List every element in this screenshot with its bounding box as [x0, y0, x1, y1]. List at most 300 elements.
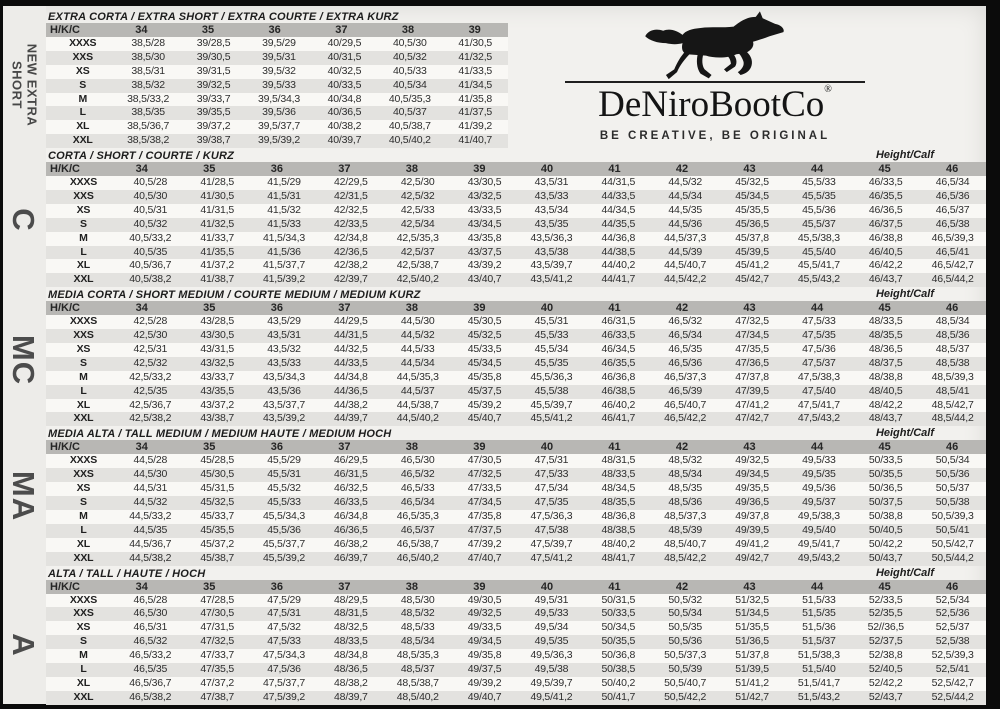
- size-cell: 44,5/32: [133, 496, 168, 509]
- size-cell: 42,5/36,7: [129, 398, 172, 411]
- size-row-xxxs: [46, 454, 986, 468]
- size-column-header: 38: [405, 163, 419, 176]
- size-cell: 43,5/39,2: [263, 412, 305, 425]
- size-cell: 43,5/39,7: [530, 259, 573, 272]
- row-label: XL: [76, 676, 90, 689]
- size-cell: 45,5/40: [802, 245, 836, 258]
- size-cell: 50,5/40,7: [664, 676, 707, 689]
- size-cell: 39,5/33: [262, 78, 296, 91]
- size-cell: 41,5/29: [267, 176, 301, 189]
- size-cell: 49,5/41,2: [530, 690, 573, 703]
- size-column-header: 34: [135, 302, 148, 315]
- size-cell: 44,5/31: [133, 482, 168, 495]
- size-cell: 49,5/33: [802, 454, 836, 467]
- size-column-header: 42: [675, 302, 689, 315]
- size-cell: 44,5/40,7: [664, 259, 707, 272]
- size-cell: 48/34,5: [601, 482, 636, 495]
- size-cell: 47/38,7: [200, 690, 234, 703]
- size-cell: 43/32,5: [467, 190, 502, 203]
- size-cell: 49/42,7: [735, 551, 769, 564]
- size-cell: 45/39,2: [467, 398, 502, 411]
- size-row-xxs: [46, 607, 986, 621]
- size-column-header: 39: [473, 441, 486, 454]
- size-cell: 39,5/36: [262, 106, 296, 119]
- row-label: M: [79, 231, 88, 244]
- size-cell: 52,5/39,3: [931, 649, 974, 662]
- row-label: XXXS: [69, 176, 98, 189]
- size-column-header: 34: [135, 580, 148, 593]
- size-cell: 41/35,5: [200, 245, 234, 258]
- size-cell: 43/30,5: [200, 329, 234, 342]
- size-column-header: 37: [338, 302, 351, 315]
- size-cell: 47,5/33: [534, 468, 569, 481]
- size-cell: 42,5/30: [133, 329, 168, 342]
- size-cell: 49,5/34: [534, 621, 569, 634]
- size-cell: 40,5/32: [393, 50, 427, 63]
- size-cell: 46,5/40,2: [396, 551, 439, 564]
- size-column-header: 37: [338, 580, 351, 593]
- size-cell: 40/39,7: [327, 134, 362, 147]
- size-cell: 48/33,5: [334, 635, 368, 648]
- row-label: XXXS: [69, 454, 98, 467]
- row-label: XXL: [73, 273, 94, 286]
- size-cell: 46,5/34: [400, 496, 435, 509]
- size-cell: 47,5/33: [267, 635, 301, 648]
- size-cell: 46/34,5: [601, 343, 636, 356]
- size-cell: 48,5/37: [400, 662, 435, 675]
- row-label: XL: [76, 398, 90, 411]
- size-cell: 47,5/36,3: [530, 509, 573, 522]
- size-cell: 40,5/33,2: [129, 231, 172, 244]
- size-cell: 43,5/36,3: [530, 231, 573, 244]
- size-column-header: 40: [540, 163, 554, 176]
- size-cell: 52,5/38: [935, 635, 970, 648]
- row-label: S: [80, 356, 87, 369]
- row-label: XL: [76, 259, 90, 272]
- size-cell: 52,5/41: [935, 662, 970, 675]
- size-cell: 45/38,7: [200, 551, 234, 564]
- size-cell: 45,5/43,2: [797, 273, 840, 286]
- brand-name: DeNiroBootCo: [598, 84, 825, 125]
- size-cell: 43/34,5: [467, 217, 502, 230]
- size-cell: 47,5/41,7: [797, 398, 840, 411]
- size-cell: 48,5/40,2: [396, 690, 439, 703]
- size-cell: 46/42,2: [868, 259, 903, 272]
- size-cell: 44/34,5: [601, 203, 636, 216]
- size-column-header: 44: [810, 163, 824, 176]
- size-cell: 41,5/34,3: [263, 231, 305, 244]
- size-cell: 46/31,5: [334, 468, 368, 481]
- size-cell: 50/35,5: [868, 468, 903, 481]
- size-cell: 49/30,5: [467, 593, 502, 606]
- size-cell: 40/29,5: [327, 37, 362, 49]
- size-column-header: 39: [473, 302, 486, 315]
- horse-icon: [631, 10, 799, 86]
- size-cell: 44/32,5: [334, 343, 368, 356]
- size-cell: 45,5/39,2: [263, 551, 305, 564]
- size-cell: 51/39,5: [735, 662, 769, 675]
- size-cell: 48,5/41: [935, 384, 970, 397]
- size-cell: 44,5/30: [133, 468, 168, 481]
- size-row-xs: [46, 204, 986, 218]
- size-cell: 43/37,2: [200, 398, 234, 411]
- size-column-header: 38: [405, 302, 419, 315]
- size-cell: 47/31,5: [200, 621, 234, 634]
- size-cell: 48,5/36: [935, 329, 970, 342]
- size-cell: 43/33,7: [200, 370, 234, 383]
- size-cell: 49,5/36: [802, 482, 836, 495]
- size-column-header: 46: [946, 441, 959, 454]
- size-row-xxs: [46, 190, 986, 204]
- size-cell: 40/38,2: [327, 120, 362, 133]
- size-row-xxl: [46, 552, 986, 566]
- size-cell: 41,5/36: [267, 245, 301, 258]
- size-cell: 47,5/34: [534, 482, 569, 495]
- column-header-row: [46, 580, 986, 594]
- row-label: M: [79, 509, 88, 522]
- size-cell: 43,5/38: [534, 245, 569, 258]
- size-cell: 49/37,5: [467, 662, 502, 675]
- sidebar-label-line: SHORT: [10, 61, 25, 109]
- logo-divider: [565, 81, 865, 83]
- row-label: XS: [76, 621, 91, 634]
- size-cell: 42,5/33: [400, 203, 435, 216]
- size-cell: 43/40,7: [467, 273, 502, 286]
- size-cell: 46/35,5: [601, 356, 636, 369]
- size-cell: 41,5/31: [267, 190, 301, 203]
- size-cell: 44/33,5: [334, 356, 368, 369]
- size-cell: 40,5/28: [133, 176, 168, 189]
- size-column-header: 37: [338, 441, 351, 454]
- size-cell: 42,5/35: [133, 384, 168, 397]
- size-cell: 44/39,7: [334, 412, 368, 425]
- size-cell: 47,5/36: [267, 662, 301, 675]
- size-cell: 41/33,7: [200, 231, 234, 244]
- size-cell: 51/34,5: [735, 607, 769, 620]
- size-cell: 47,5/31: [534, 454, 569, 467]
- size-column-header: 34: [135, 24, 148, 36]
- size-cell: 47,5/40: [802, 384, 836, 397]
- section-title-row: [46, 148, 986, 162]
- size-cell: 44,5/38,2: [129, 551, 172, 564]
- size-column-header: 39: [468, 24, 481, 36]
- sidebar-label-ma: MA: [6, 470, 41, 522]
- size-cell: 44/41,7: [601, 273, 636, 286]
- size-cell: 50,5/42,2: [664, 690, 707, 703]
- size-cell: 48,5/34: [668, 468, 702, 481]
- size-cell: 40,5/33: [393, 64, 427, 77]
- size-cell: 48,5/38: [935, 356, 970, 369]
- size-column-header: 34: [135, 441, 148, 454]
- size-cell: 50,5/34: [935, 454, 970, 467]
- section-corta: [46, 148, 986, 287]
- size-row-s: [46, 218, 986, 232]
- size-cell: 48/39,7: [334, 690, 368, 703]
- size-cell: 45,5/39,7: [530, 398, 573, 411]
- size-cell: 48/36,5: [868, 343, 903, 356]
- size-cell: 47/35,8: [467, 509, 502, 522]
- size-cell: 51,5/33: [802, 593, 836, 606]
- size-cell: 48,5/33: [400, 621, 435, 634]
- size-cell: 48,5/34: [400, 635, 435, 648]
- size-cell: 48/40,2: [601, 537, 636, 550]
- size-cell: 40,5/36,7: [129, 259, 172, 272]
- size-cell: 43,5/31: [534, 176, 569, 189]
- size-cell: 41/37,5: [458, 106, 493, 119]
- size-column-header: 40: [540, 302, 554, 315]
- size-cell: 46/36,5: [868, 203, 903, 216]
- size-row-xxs: [46, 51, 508, 65]
- size-row-s: [46, 357, 986, 371]
- size-cell: 46,5/36: [668, 356, 702, 369]
- size-column-header: 36: [270, 163, 283, 176]
- size-row-l: [46, 663, 986, 677]
- size-cell: 41/34,5: [458, 78, 493, 91]
- size-cell: 41,5/32: [267, 203, 301, 216]
- size-cell: 51,5/38,3: [797, 649, 840, 662]
- size-cell: 52,5/34: [935, 593, 970, 606]
- size-cell: 47/30,5: [200, 607, 234, 620]
- size-cell: 45,5/34: [534, 343, 569, 356]
- size-cell: 47,5/38,3: [797, 370, 840, 383]
- size-cell: 48,5/35,3: [396, 649, 439, 662]
- size-cell: 46,5/37,3: [664, 370, 707, 383]
- size-cell: 48,5/30: [400, 593, 435, 606]
- size-cell: 46/34,8: [334, 509, 368, 522]
- size-cell: 45,5/37,7: [263, 537, 305, 550]
- size-cell: 50,5/37,3: [664, 649, 707, 662]
- size-cell: 47/33,7: [200, 649, 234, 662]
- size-column-header: 36: [270, 302, 283, 315]
- size-column-header: 41: [608, 441, 621, 454]
- size-cell: 48/41,7: [601, 551, 636, 564]
- size-cell: 48/42,2: [868, 398, 903, 411]
- size-cell: 52/43,7: [868, 690, 903, 703]
- size-cell: 48/38,5: [601, 523, 636, 536]
- size-cell: 47/34,5: [735, 329, 769, 342]
- size-cell: 52//36,5: [867, 621, 904, 634]
- size-cell: 48,5/39,3: [931, 370, 974, 383]
- size-cell: 39,5/29: [262, 37, 296, 49]
- size-cell: 45/35,8: [467, 370, 502, 383]
- size-cell: 48,5/42,7: [931, 398, 974, 411]
- size-cell: 49/33,5: [467, 621, 502, 634]
- row-label: S: [79, 78, 87, 91]
- size-cell: 45,5/36,3: [530, 370, 573, 383]
- size-cell: 51/41,2: [735, 676, 769, 689]
- size-cell: 43/39,2: [467, 259, 502, 272]
- size-cell: 42,5/34: [400, 217, 435, 230]
- size-cell: 44,5/35: [133, 523, 168, 536]
- size-cell: 51,5/40: [802, 662, 836, 675]
- size-cell: 45,5/38: [534, 384, 569, 397]
- size-cell: 45,5/41,2: [530, 412, 573, 425]
- size-column-header: 43: [743, 441, 756, 454]
- size-cell: 46,5/30: [400, 454, 435, 467]
- size-cell: 47/40,7: [467, 551, 502, 564]
- size-cell: 48/37,5: [868, 356, 903, 369]
- size-row-xl: [46, 399, 986, 413]
- size-cell: 41,5/37,7: [263, 259, 305, 272]
- size-cell: 47/37,2: [200, 676, 234, 689]
- size-cell: 50/33,5: [868, 454, 903, 467]
- row-header-label: H/K/C: [50, 163, 80, 176]
- size-cell: 44/40,2: [601, 259, 636, 272]
- size-cell: 38,5/30: [131, 50, 165, 63]
- size-cell: 47/34,5: [467, 496, 502, 509]
- size-cell: 39,5/32: [262, 64, 296, 77]
- size-cell: 38,5/33,2: [127, 92, 170, 105]
- size-cell: 47,5/43,2: [797, 412, 840, 425]
- size-cell: 44,5/38,7: [396, 398, 439, 411]
- size-cell: 51,5/43,2: [797, 690, 840, 703]
- size-cell: 44,5/35: [668, 203, 702, 216]
- size-cell: 44/36,5: [334, 384, 368, 397]
- size-column-header: 43: [743, 163, 756, 176]
- size-cell: 50,5/38: [935, 496, 970, 509]
- size-cell: 45/34,5: [735, 190, 769, 203]
- paper-sheet: [3, 6, 986, 704]
- size-cell: 43,5/36: [267, 384, 301, 397]
- sidebar-label-line: NEW EXTRA: [24, 43, 40, 127]
- size-row-xl: [46, 677, 986, 691]
- size-cell: 46,5/32: [668, 315, 702, 328]
- column-header-row: [46, 440, 986, 454]
- size-cell: 48,5/40,7: [664, 537, 707, 550]
- size-cell: 43,5/33: [534, 190, 569, 203]
- size-cell: 44/38,5: [601, 245, 636, 258]
- size-cell: 46/39,7: [334, 551, 368, 564]
- size-cell: 45,5/35: [534, 356, 569, 369]
- size-cell: 44,5/39: [668, 245, 702, 258]
- size-cell: 46/31,5: [601, 315, 636, 328]
- size-cell: 43/30,5: [467, 176, 502, 189]
- size-cell: 40,5/40,2: [388, 134, 431, 147]
- size-cell: 49/34,5: [467, 635, 502, 648]
- size-cell: 50,5/44,2: [931, 551, 974, 564]
- row-header-label: H/K/C: [50, 302, 80, 315]
- row-label: XXS: [73, 607, 94, 620]
- size-cell: 42/36,5: [334, 245, 368, 258]
- size-cell: 46/37,5: [868, 217, 903, 230]
- row-label: L: [80, 662, 87, 675]
- size-row-m: [46, 371, 986, 385]
- registered-mark: ®: [824, 84, 832, 95]
- size-cell: 50,5/36: [935, 468, 970, 481]
- size-cell: 45,5/34,3: [263, 509, 305, 522]
- size-cell: 47,5/39,2: [263, 690, 305, 703]
- size-cell: 48/38,8: [868, 370, 903, 383]
- row-header-label: H/K/C: [50, 580, 80, 593]
- size-cell: 49,5/39,7: [530, 676, 573, 689]
- row-header-label: H/K/C: [50, 24, 80, 36]
- size-cell: 52/37,5: [868, 635, 903, 648]
- size-cell: 46,5/36: [935, 190, 970, 203]
- size-cell: 48,5/42,2: [664, 551, 707, 564]
- size-cell: 50/40,5: [868, 523, 903, 536]
- size-cell: 48/34,8: [334, 649, 368, 662]
- size-column-header: 41: [608, 163, 621, 176]
- size-cell: 44,5/34: [668, 190, 702, 203]
- section-title: MEDIA CORTA / SHORT MEDIUM / COURTE MEDIUM / MEDIUM KURZ: [48, 289, 421, 302]
- brand-wordmark: [555, 85, 875, 126]
- size-cell: 49,5/43,2: [797, 551, 840, 564]
- size-cell: 48/29,5: [334, 593, 368, 606]
- brand-logo: [555, 10, 875, 142]
- size-cell: 49,5/33: [534, 607, 569, 620]
- size-row-s: [46, 79, 508, 93]
- size-cell: 47/32,5: [200, 635, 234, 648]
- size-row-xxl: [46, 273, 986, 287]
- column-header-row: [46, 301, 986, 315]
- size-cell: 40,5/34: [393, 78, 427, 91]
- size-cell: 41,5/33: [267, 217, 301, 230]
- size-cell: 50/31,5: [601, 593, 636, 606]
- section-title-row: [46, 566, 986, 580]
- size-cell: 43,5/31: [267, 329, 301, 342]
- row-label: XS: [76, 482, 91, 495]
- size-cell: 49/40,7: [467, 690, 502, 703]
- size-cell: 40,5/37: [393, 106, 427, 119]
- size-row-l: [46, 106, 508, 120]
- size-column-header: 44: [810, 302, 824, 315]
- size-cell: 47/41,2: [735, 398, 769, 411]
- size-cell: 52,5/37: [935, 621, 970, 634]
- size-cell: 41/39,2: [458, 120, 493, 133]
- size-cell: 48,5/37: [935, 343, 970, 356]
- size-column-header: 35: [201, 24, 215, 36]
- size-cell: 47/32,5: [735, 315, 769, 328]
- size-cell: 52/40,5: [868, 662, 903, 675]
- size-cell: 43/35,5: [200, 384, 234, 397]
- height-calf-label: Height/Calf: [875, 288, 934, 301]
- size-cell: 46,5/38,7: [396, 537, 439, 550]
- size-cell: 44/35,5: [601, 217, 636, 230]
- size-column-header: 42: [675, 580, 689, 593]
- size-cell: 45/36,5: [735, 217, 769, 230]
- size-cell: 50/33,5: [601, 607, 636, 620]
- size-column-header: 38: [401, 24, 415, 36]
- size-cell: 46,5/34: [668, 329, 702, 342]
- size-cell: 48/33,5: [868, 315, 903, 328]
- size-cell: 42,5/33,2: [129, 370, 172, 383]
- size-cell: 49,5/35: [534, 635, 569, 648]
- size-row-xs: [46, 482, 986, 496]
- size-cell: 47/37,5: [467, 523, 502, 536]
- size-row-xxs: [46, 329, 986, 343]
- size-cell: 50,5/39: [668, 662, 702, 675]
- size-cell: 43,5/32: [267, 343, 301, 356]
- size-cell: 46/40,2: [601, 398, 636, 411]
- size-column-header: 46: [946, 163, 959, 176]
- size-cell: 38,5/32: [131, 78, 165, 91]
- size-cell: 52/35,5: [868, 607, 903, 620]
- size-cell: 51,5/37: [802, 635, 836, 648]
- section-alta: [46, 566, 986, 705]
- size-column-header: 42: [675, 441, 689, 454]
- size-cell: 45/30,5: [467, 315, 502, 328]
- size-cell: 47,5/37,7: [263, 676, 305, 689]
- size-column-header: 42: [675, 163, 689, 176]
- size-column-header: 37: [338, 163, 351, 176]
- size-cell: 48,5/32: [668, 454, 702, 467]
- size-cell: 45/33,5: [467, 343, 502, 356]
- size-cell: 46,5/40,7: [664, 398, 707, 411]
- size-cell: 49/37,8: [735, 509, 769, 522]
- size-cell: 38,5/35: [131, 106, 165, 119]
- size-row-xxl: [46, 412, 986, 426]
- size-cell: 39/35,5: [196, 106, 231, 119]
